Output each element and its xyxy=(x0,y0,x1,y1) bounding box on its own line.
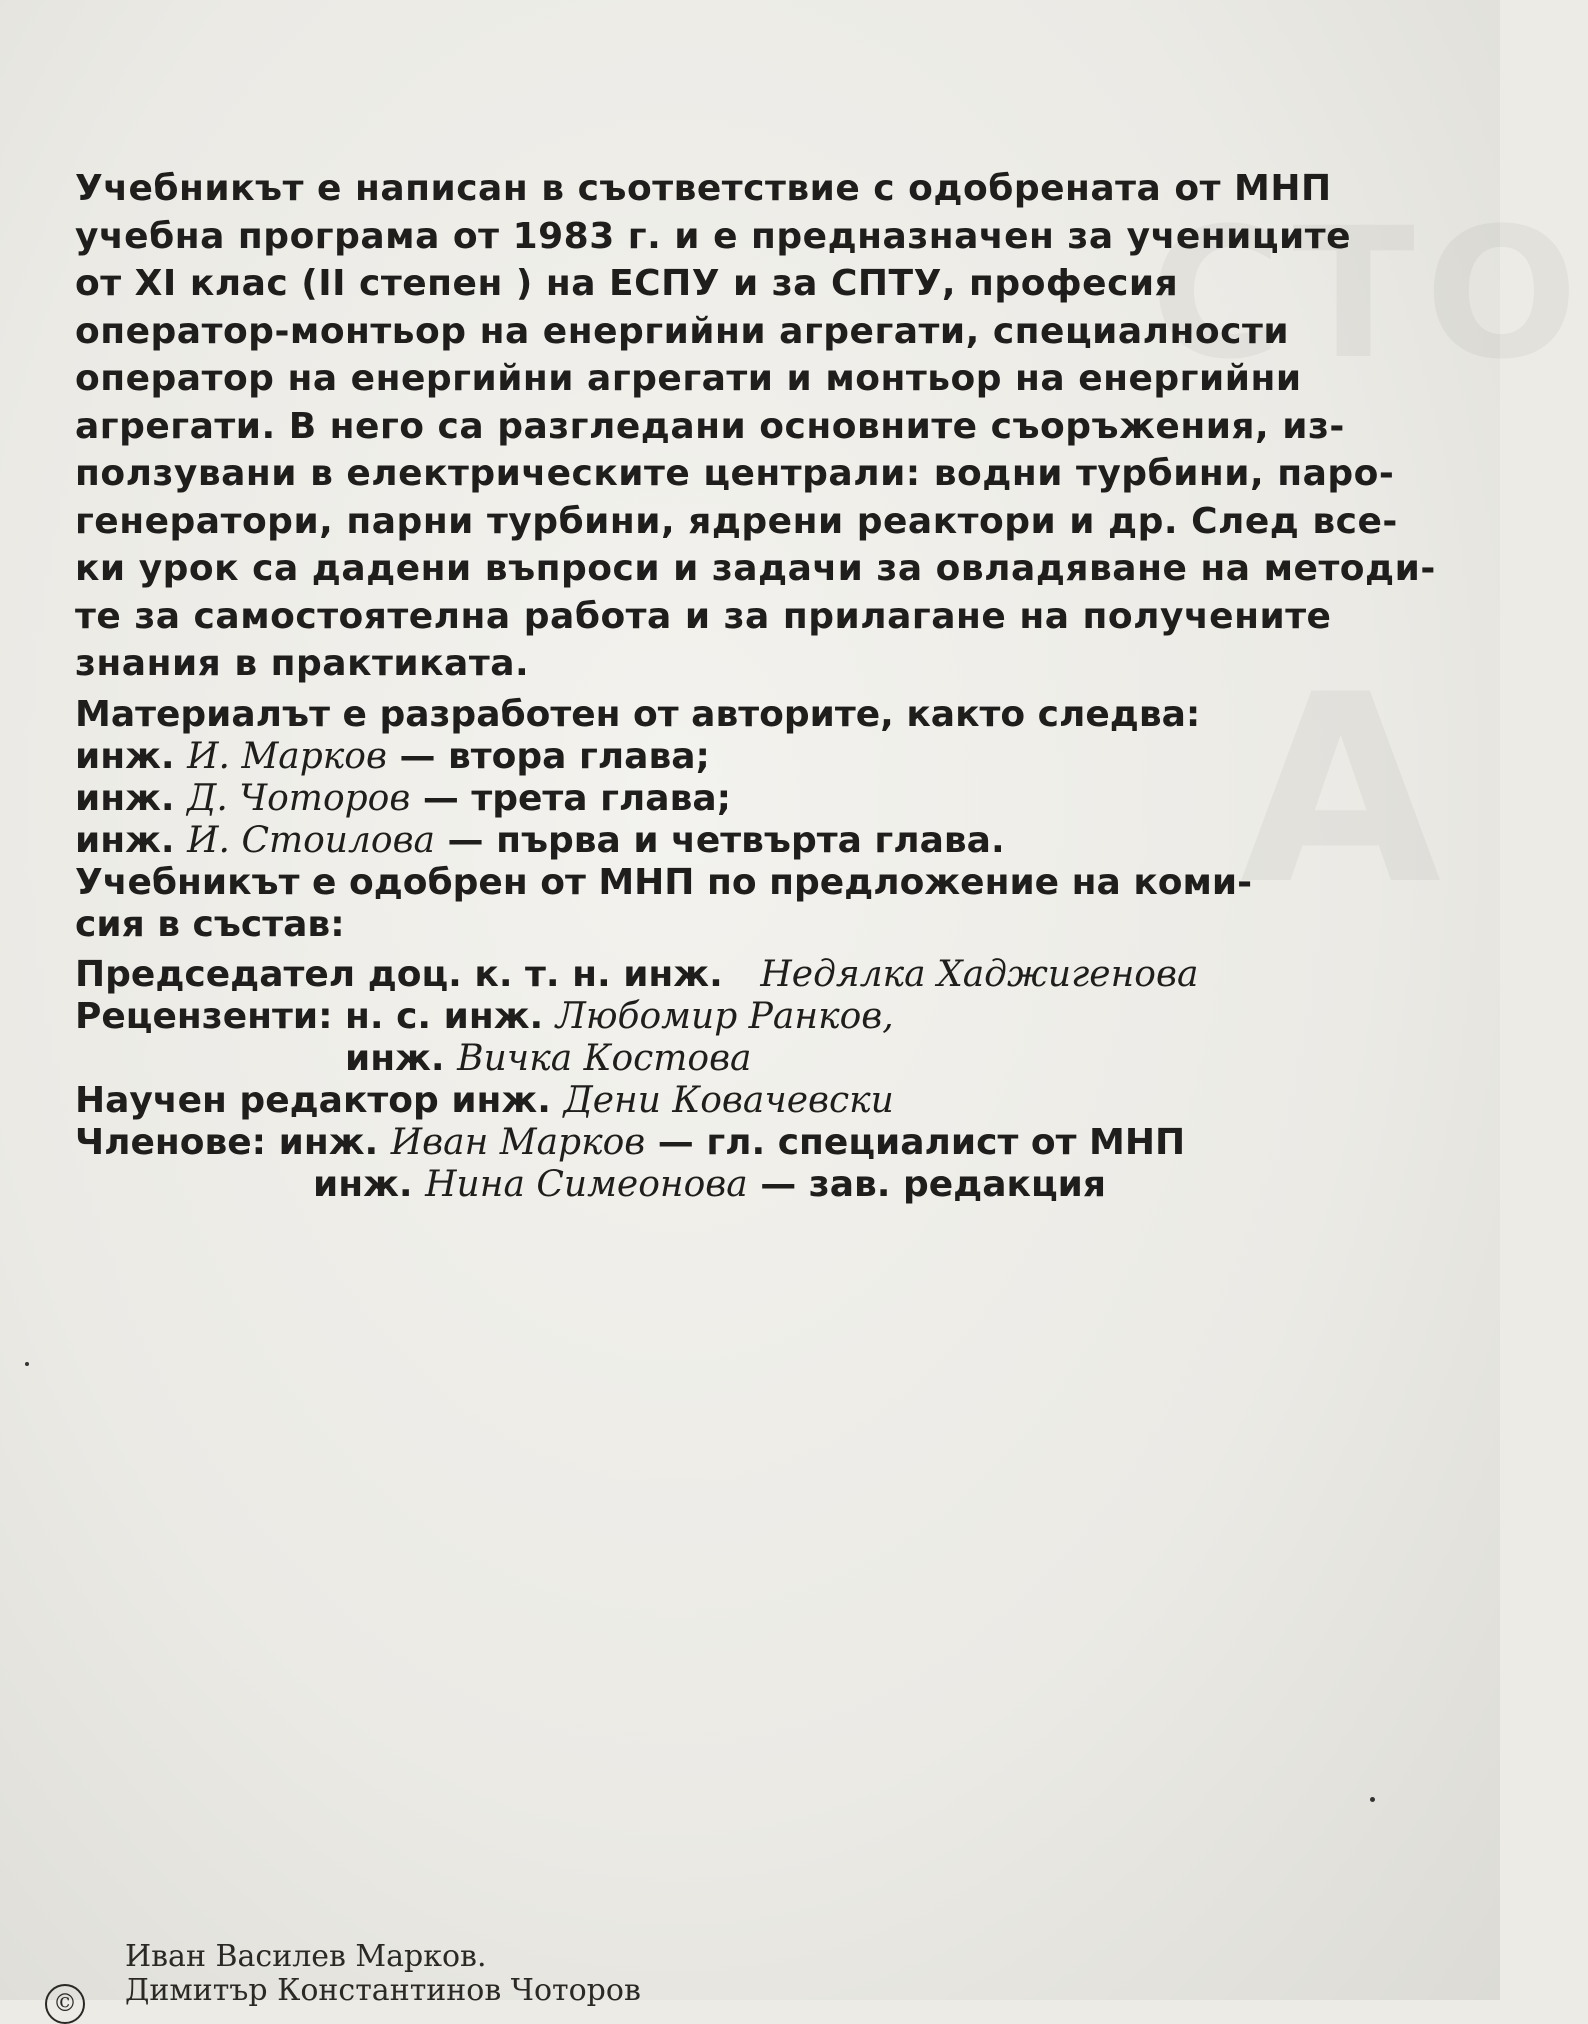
copyright-holder-line: Иван Василев Марков. xyxy=(125,1939,487,1974)
author-chapter: — трета глава; xyxy=(422,777,732,819)
bleed-through-ghost-text: А xyxy=(1240,640,1442,942)
author-entry xyxy=(75,778,1465,820)
approval-line: Учебникът е одобрен от МНП по предложение на коми- xyxy=(75,861,1253,903)
author-prefix: инж. xyxy=(75,735,175,777)
author-name: Д. Чоторов xyxy=(187,777,411,819)
chair-label: Председател доц. к. т. н. инж. xyxy=(75,953,723,995)
members-label: Членове: инж. xyxy=(75,1121,379,1163)
member-role: — зав. редакция xyxy=(760,1163,1107,1205)
paragraph-line: оператор на енергийни агрегати и монтьор на енергийни xyxy=(75,358,1302,399)
author-chapter: — втора глава; xyxy=(399,735,710,777)
paragraph-line: от XI клас (II степен ) на ЕСПУ и за СПТУ, професия xyxy=(75,263,1179,304)
commission-reviewers xyxy=(75,996,1465,1038)
author-entry xyxy=(75,820,1465,862)
document-body xyxy=(75,165,1465,1206)
approval-line: сия в състав: xyxy=(75,903,345,945)
paper-speck xyxy=(1370,1797,1375,1802)
paragraph-line: агрегати. В него са разгледани основните съоръжения, из- xyxy=(75,405,1345,447)
description-paragraph xyxy=(75,165,1465,688)
bleed-through-ghost-text: СТО xyxy=(1150,190,1588,399)
chair-name: Недялка Хаджигенова xyxy=(760,953,1199,995)
member-name: Иван Марков xyxy=(390,1121,646,1163)
author-chapter: — първа и четвърта глава. xyxy=(447,819,1005,861)
reviewer-name: Любомир Ранков, xyxy=(555,995,894,1037)
paragraph-line: Учебникът е написан в съответствие с одобрената от МНП xyxy=(75,168,1332,209)
paragraph-line: ползувани в електрическите централи: водни турбини, паро- xyxy=(75,453,1395,494)
author-entry xyxy=(75,736,1465,778)
paragraph-line: генератори, парни турбини, ядрени реактори и др. След все- xyxy=(75,500,1398,542)
author-name: И. Марков xyxy=(187,735,387,777)
commission-editor xyxy=(75,1080,1465,1122)
commission-reviewer-2 xyxy=(75,1038,1465,1080)
author-name: И. Стоилова xyxy=(187,819,435,861)
member-role: — гл. специалист от МНП xyxy=(657,1121,1186,1163)
editor-label: Научен редактор инж. xyxy=(75,1079,551,1121)
paper-speck xyxy=(25,1362,29,1366)
reviewer-prefix: инж. xyxy=(345,1037,445,1079)
editor-name: Дени Ковачевски xyxy=(563,1079,894,1121)
member-prefix: инж. xyxy=(313,1163,413,1205)
copyright-symbol: © xyxy=(45,1984,85,2024)
paragraph-line: те за самостоятелна работа и за прилагане на получените xyxy=(75,595,1332,637)
author-prefix: инж. xyxy=(75,819,175,861)
member-name: Нина Симеонова xyxy=(425,1163,748,1205)
paragraph-line: оператор-монтьор на енергийни агрегати, специалности xyxy=(75,310,1290,352)
copyright-holder-line: Димитър Константинов Чоторов xyxy=(125,1973,641,2008)
commission-chair xyxy=(75,954,1465,996)
reviewers-label: Рецензенти: н. с. инж. xyxy=(75,995,544,1037)
authors-intro: Материалът е разработен от авторите, както следва: xyxy=(75,693,1201,735)
author-prefix: инж. xyxy=(75,777,175,819)
commission-section xyxy=(75,954,1465,1206)
paragraph-line: учебна програма от 1983 г. и е предназначен за учениците xyxy=(75,215,1352,257)
authors-section xyxy=(75,694,1465,946)
paragraph-line: ки урок са дадени въпроси и задачи за овладяване на методи- xyxy=(75,548,1436,589)
copyright-footer xyxy=(45,1939,641,2017)
commission-member-2 xyxy=(75,1164,1465,1206)
paragraph-line: знания в практиката. xyxy=(75,643,530,684)
commission-member-1 xyxy=(75,1122,1465,1164)
reviewer-name: Вичка Костова xyxy=(457,1037,752,1079)
